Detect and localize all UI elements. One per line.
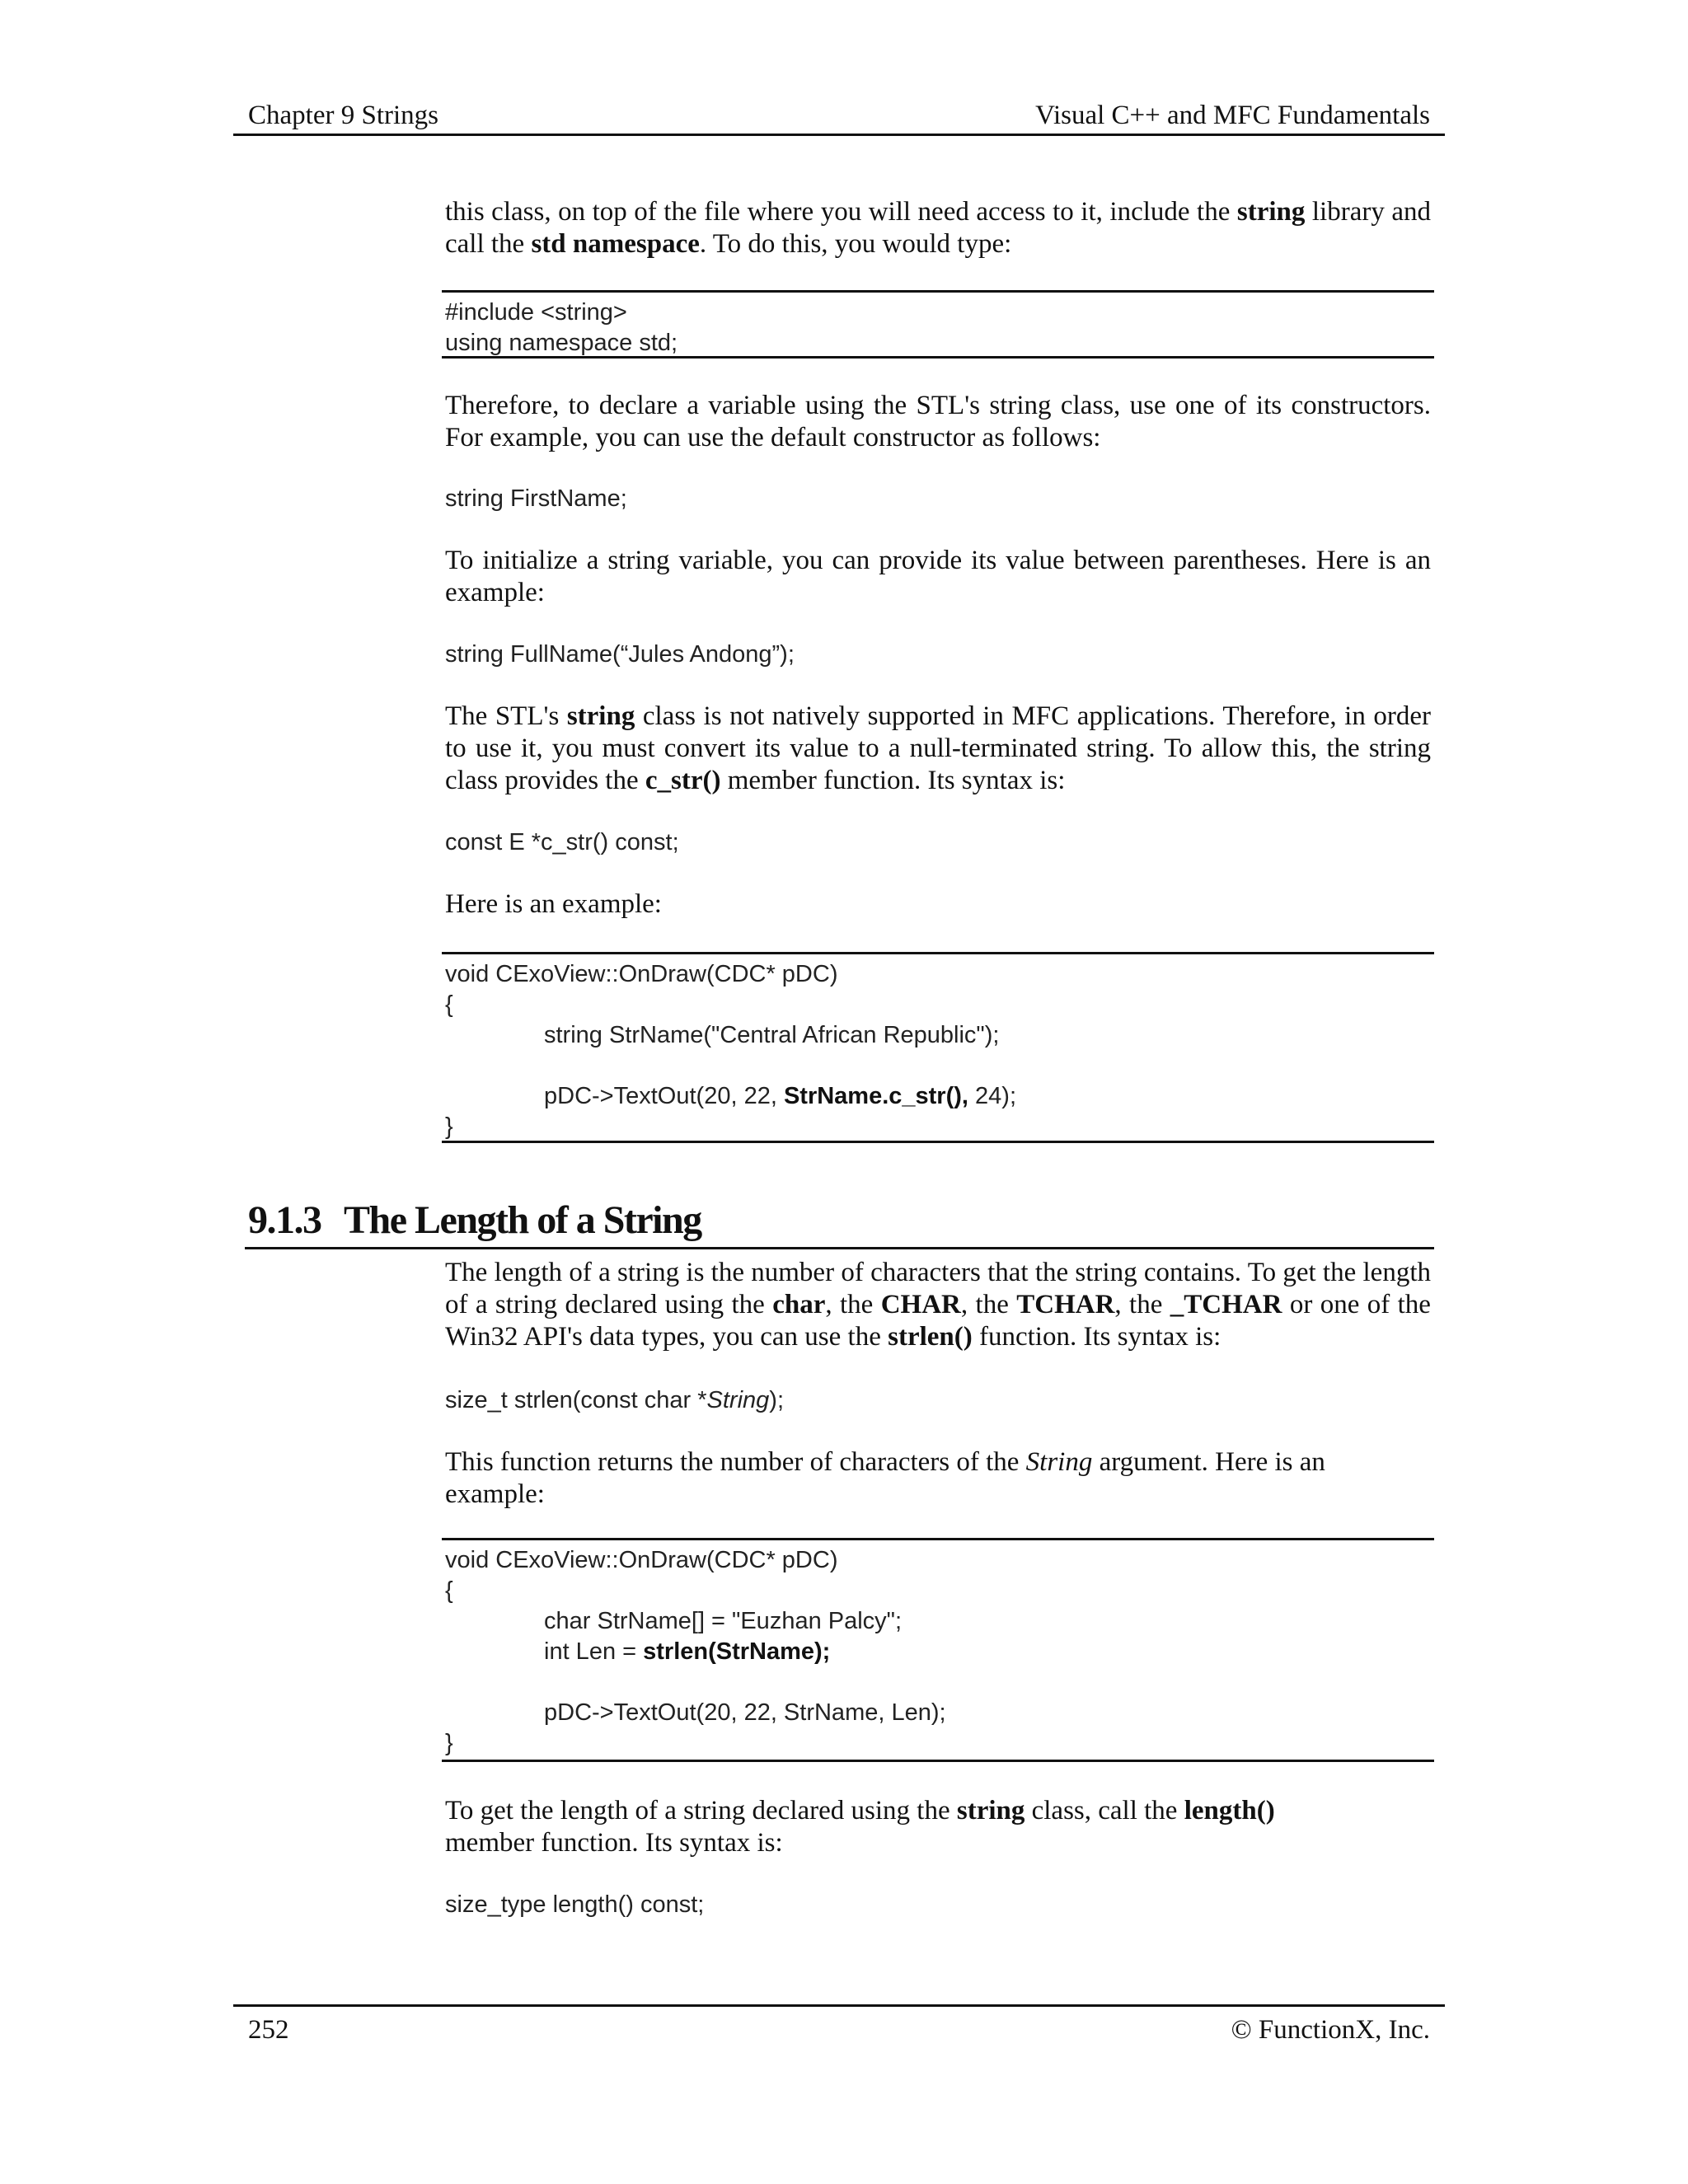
code-line: }	[445, 1113, 453, 1140]
length-paragraph: The length of a string is the number of characters that the string contains. To get the length of a string declared using the char, the CHAR, the TCHAR, the _TCHAR or one of the Win32 API's data types, you can use the strlen() function. Its syntax is:	[445, 1258, 1431, 1352]
code-cstr-syntax: const E *c_str() const;	[445, 829, 679, 855]
code-line: {	[445, 1577, 453, 1604]
stringlen-paragraph: To get the length of a string declared using the string class, call the length() member function. Its syntax is:	[445, 1796, 1275, 1858]
code-line: {	[445, 991, 453, 1018]
code-line: char StrName[] = "Euzhan Palcy";	[544, 1608, 903, 1634]
section-heading	[245, 1191, 1434, 1249]
header-chapter: Chapter 9 Strings	[248, 101, 438, 130]
page-number: 252	[248, 2015, 289, 2045]
intro-paragraph: this class, on top of the file where you will need access to it, include the string library and call the std namespace. To do this, you would type:	[445, 197, 1431, 259]
section-number: 9.1.3	[248, 1198, 321, 1242]
code-line: void CExoView::OnDraw(CDC* pDC)	[445, 1547, 838, 1573]
code-block-cstr-example	[442, 952, 1434, 1143]
page-footer	[233, 2004, 1445, 2056]
code-strlen-syntax: size_t strlen(const char *String);	[445, 1387, 784, 1413]
init-paragraph: To initialize a string variable, you can provide its value between parentheses. Here is an example:	[445, 546, 1431, 607]
code-line: string StrName("Central African Republic");	[544, 1022, 1000, 1048]
declare-paragraph: Therefore, to declare a variable using the STL's string class, use one of its constructors. For example, you can use the default constructor as follows:	[445, 391, 1431, 452]
code-firstname: string FirstName;	[445, 485, 627, 512]
footer-copyright: © FunctionX, Inc.	[1231, 2015, 1430, 2045]
mfc-paragraph: The STL's string class is not natively supported in MFC applications. Therefore, in order to use it, you must convert its value to a null-terminated string. To allow this, the string class provides the c_str() member function. Its syntax is:	[445, 701, 1432, 795]
code-fullname: string FullName(“Jules Andong”);	[445, 641, 795, 668]
code-line: }	[445, 1730, 453, 1756]
code-length-syntax: size_type length() const;	[445, 1891, 705, 1918]
code-line: pDC->TextOut(20, 22, StrName.c_str(), 24);	[544, 1083, 1016, 1109]
code-line: using namespace std;	[445, 330, 678, 356]
code-line: #include <string>	[445, 299, 627, 326]
returns-paragraph: This function returns the number of characters of the String argument. Here is an example:	[445, 1447, 1325, 1509]
header-book-title: Visual C++ and MFC Fundamentals	[1035, 101, 1430, 130]
code-line-blank	[445, 1667, 1434, 1698]
code-block-strlen-example	[442, 1538, 1434, 1762]
code-line: void CExoView::OnDraw(CDC* pDC)	[445, 961, 838, 987]
running-header	[233, 97, 1445, 136]
code-line-blank	[445, 1051, 1434, 1081]
example-paragraph: Here is an example:	[445, 889, 662, 919]
code-block-include	[442, 290, 1434, 359]
section-title: The Length of a String	[344, 1198, 701, 1242]
code-line: int Len = strlen(StrName);	[544, 1638, 831, 1665]
code-line: pDC->TextOut(20, 22, StrName, Len);	[544, 1699, 946, 1726]
